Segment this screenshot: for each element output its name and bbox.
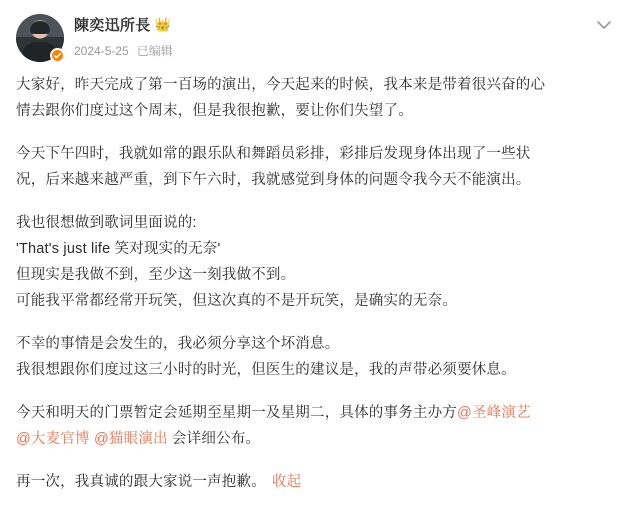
post-line: 'That's just life 笑对现实的无奈' — [16, 241, 221, 257]
avatar-photo-hair — [30, 21, 50, 34]
post-line — [16, 426, 615, 452]
crown-icon: 👑 — [154, 17, 171, 32]
post-line: 情去跟你们度过这个周末，但是我很抱歉，要让你们失望了。 — [16, 103, 413, 119]
post-line: 今天下午四时，我就如常的跟乐队和舞蹈员彩排，彩排后发现身体出现了一些状 — [16, 146, 531, 162]
post-line: 我很想跟你们度过这三小时的时光，但医生的建议是，我的声带必须要休息。 — [16, 362, 516, 378]
post-paragraph — [16, 400, 615, 452]
post-edited-label: 已编辑 — [136, 44, 173, 58]
post-text: 今天和明天的门票暂定会延期至星期一及星期二，具体的事务主办方 — [16, 405, 457, 421]
post-line: 大家好，昨天完成了第一百场的演出，今天起来的时候，我本来是带着很兴奋的心 — [16, 77, 546, 93]
avatar[interactable] — [16, 14, 64, 62]
mention-link[interactable]: @圣峰演艺 — [457, 405, 531, 421]
post-paragraph — [16, 72, 615, 124]
post-line: 况，后来越来越严重，到下午六时，我就感觉到身体的问题令我今天不能演出。 — [16, 172, 531, 188]
post-text: 会详细公布。 — [167, 431, 261, 447]
post-content — [16, 72, 615, 495]
mention-link[interactable]: @猫眼演出 — [93, 431, 168, 447]
post-date: 2024-5-25 — [74, 43, 129, 58]
mention-link[interactable]: @大麦官博 — [16, 431, 90, 447]
post-paragraph — [16, 210, 615, 314]
collapse-button[interactable]: 收起 — [271, 474, 302, 490]
post-paragraph — [16, 141, 615, 193]
post-line: 不幸的事情是会发生的，我必须分享这个坏消息。 — [16, 336, 340, 352]
author-row — [74, 14, 615, 35]
author-name[interactable]: 陳奕迅所長 — [74, 17, 151, 34]
chevron-down-icon[interactable] — [593, 14, 615, 36]
post-line: 我也很想做到歌词里面说的: — [16, 215, 197, 231]
post-line: 可能我平常都经常开玩笑，但这次真的不是开玩笑，是确实的无奈。 — [16, 293, 457, 309]
verified-check-icon — [50, 48, 65, 63]
post-line — [16, 469, 615, 495]
post-paragraph — [16, 469, 615, 495]
post-meta — [74, 42, 615, 59]
post-header-text — [74, 12, 615, 59]
post-line — [16, 400, 615, 426]
post-header — [16, 12, 615, 68]
post-paragraph — [16, 331, 615, 383]
post-text: 再一次，我真诚的跟大家说一声抱歉。 — [16, 474, 266, 490]
post-line: 但现实是我做不到，至少这一刻我做不到。 — [16, 267, 296, 283]
